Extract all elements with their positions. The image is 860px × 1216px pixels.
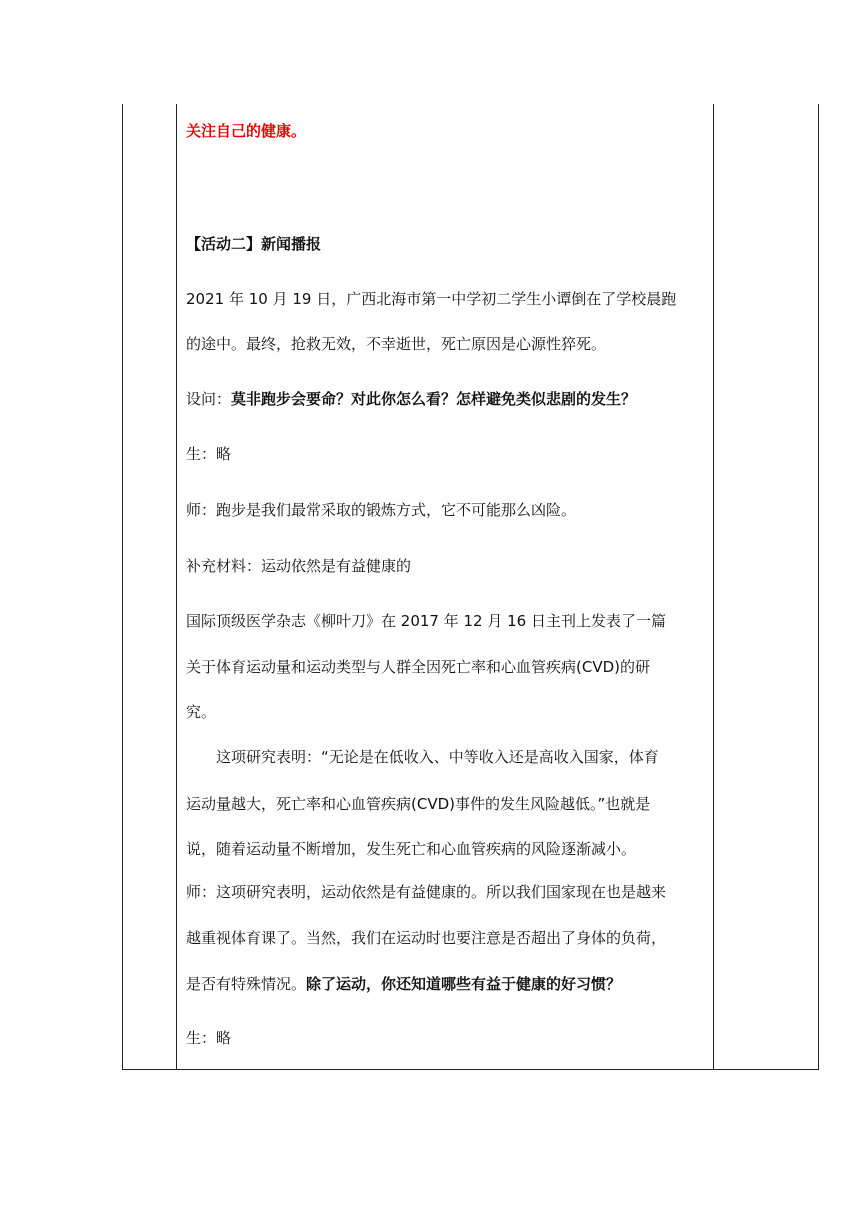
question-prefix: 设问： bbox=[186, 390, 232, 408]
table-border-bottom bbox=[122, 1069, 819, 1070]
teacher-line-4 bbox=[186, 974, 710, 994]
student-answer-1: 生：略 bbox=[186, 445, 232, 463]
lancet-line-1: 国际顶级医学杂志《柳叶刀》在 2017 年 12 月 16 日主刊上发表了一篇 bbox=[186, 612, 666, 630]
teacher-line-3: 越重视体育课了。当然，我们在运动时也要注意是否超出了身体的负荷， bbox=[186, 929, 667, 947]
news-line-2: 的途中。最终，抢救无效，不幸逝世，死亡原因是心源性猝死。 bbox=[186, 335, 607, 353]
study-line-2: 运动量越大，死亡率和心血管疾病(CVD)事件的发生风险越低。”也就是 bbox=[186, 795, 651, 813]
supplement-heading: 补充材料：运动依然是有益健康的 bbox=[186, 557, 412, 575]
study-line-3: 说，随着运动量不断增加，发生死亡和心血管疾病的风险逐渐减小。 bbox=[186, 840, 637, 858]
table-border-left bbox=[122, 104, 123, 1070]
student-answer-2: 生：略 bbox=[186, 1029, 232, 1047]
study-line-1: 这项研究表明：“无论是在低收入、中等收入还是高收入国家，体育 bbox=[216, 748, 659, 766]
paragraph-health-note: 关注自己的健康。 bbox=[186, 122, 307, 140]
table-border-col1 bbox=[176, 104, 177, 1070]
lancet-line-3: 究。 bbox=[186, 703, 217, 721]
question-line bbox=[186, 389, 710, 409]
table-border-col2 bbox=[713, 104, 714, 1070]
question-text: 莫非跑步会要命？对此你怎么看？怎样避免类似悲剧的发生？ bbox=[231, 390, 637, 408]
teacher-line-1: 师：跑步是我们最常采取的锻炼方式，它不可能那么凶险。 bbox=[186, 501, 577, 519]
lancet-line-2: 关于体育运动量和运动类型与人群全因死亡率和心血管疾病(CVD)的研 bbox=[186, 658, 650, 676]
teacher-question: 除了运动，你还知道哪些有益于健康的好习惯？ bbox=[306, 975, 622, 993]
teacher-line-4-prefix: 是否有特殊情况。 bbox=[186, 975, 307, 993]
teacher-line-2: 师：这项研究表明，运动依然是有益健康的。所以我们国家现在也是越来 bbox=[186, 883, 667, 901]
news-line-1: 2021 年 10 月 19 日，广西北海市第一中学初二学生小谭倒在了学校晨跑 bbox=[186, 290, 677, 308]
activity-heading: 【活动二】新闻播报 bbox=[186, 235, 322, 253]
table-border-right bbox=[818, 104, 819, 1070]
